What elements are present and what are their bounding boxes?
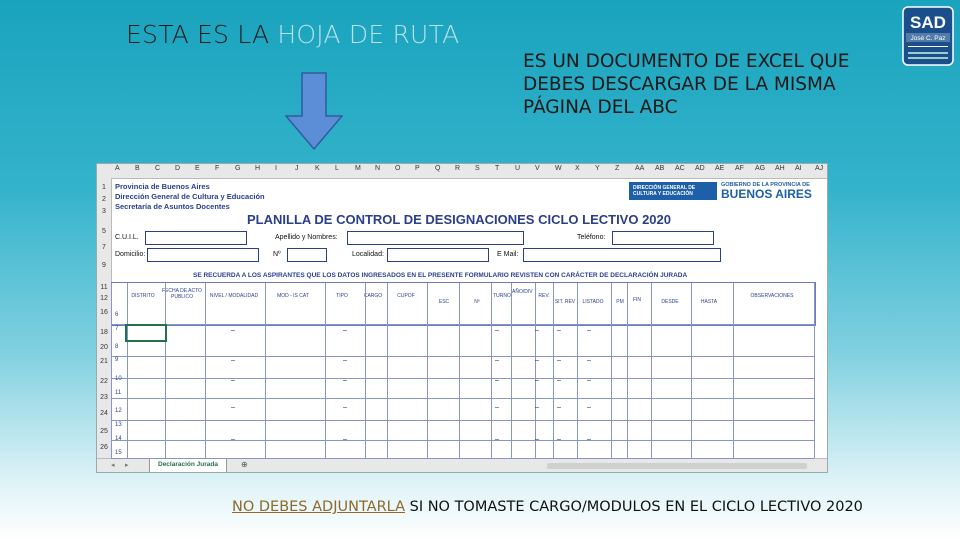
label-telefono: Teléfono:: [577, 234, 606, 241]
numero-field[interactable]: [287, 248, 327, 262]
empty-cell-marker: –: [535, 404, 539, 411]
header-fin: FIN: [632, 297, 642, 303]
row-header-11[interactable]: 11: [100, 284, 108, 291]
email-field[interactable]: [523, 248, 721, 262]
footer-link[interactable]: NO DEBES ADJUNTARLA: [232, 499, 405, 515]
column-header-G[interactable]: G: [235, 165, 241, 172]
column-headers: [97, 164, 827, 179]
entry-row-number: 10: [115, 376, 122, 382]
header-cargo: CARGO: [363, 293, 383, 299]
column-header-U[interactable]: U: [515, 165, 521, 172]
empty-cell-marker: –: [535, 377, 539, 384]
table-header: [111, 282, 816, 326]
column-header-P[interactable]: P: [415, 165, 420, 172]
grid-column-line: [733, 283, 734, 458]
empty-cell-marker: –: [343, 357, 347, 364]
column-header-A[interactable]: A: [115, 165, 120, 172]
column-header-O[interactable]: O: [395, 165, 401, 172]
row-header-9[interactable]: 9: [102, 262, 106, 269]
entry-row-number: 9: [115, 357, 119, 363]
column-header-AE[interactable]: AE: [715, 165, 725, 172]
header-turno: TURNO: [493, 293, 511, 299]
empty-cell-marker: –: [495, 357, 499, 364]
empty-cell-marker: –: [557, 404, 561, 411]
row-header-12[interactable]: 12: [100, 295, 108, 302]
header-cupof: CUPOF: [397, 293, 415, 299]
entry-row-number: 6: [115, 312, 119, 318]
row-header-24[interactable]: 24: [100, 410, 108, 417]
grid-row-line: [111, 356, 814, 357]
declaracion-jurada-note: SE RECUERDA A LOS ASPIRANTES QUE LOS DATOS INGRESADOS EN EL PRESENTE FORMULARIO REVISTEN CON CARÁCTER DE DECLARACIÓN JURADA: [193, 272, 688, 279]
header-observaciones: OBSERVACIONES: [750, 293, 794, 299]
empty-cell-marker: –: [231, 377, 235, 384]
row-header-23[interactable]: 23: [100, 394, 108, 401]
column-header-Z[interactable]: Z: [615, 165, 620, 172]
grid-column-line: [459, 283, 460, 458]
entry-row-number: 7: [115, 326, 119, 332]
column-header-D[interactable]: D: [175, 165, 181, 172]
header-anio-div: AÑO/DIV: [512, 289, 533, 295]
grid-row-line: [111, 420, 814, 421]
empty-cell-marker: –: [557, 357, 561, 364]
slide-description: ES UN DOCUMENTO DE EXCEL QUE DEBES DESCARGAR DE LA MISMA PÁGINA DEL ABC: [523, 51, 850, 118]
column-header-L[interactable]: L: [335, 165, 339, 172]
label-apellido: Apellido y Nombres:: [275, 234, 338, 241]
column-header-K[interactable]: K: [315, 165, 320, 172]
planilla-title: PLANILLA DE CONTROL DE DESIGNACIONES CICLO LECTIVO 2020: [247, 212, 671, 227]
column-header-AA[interactable]: AA: [635, 165, 645, 172]
empty-cell-marker: –: [495, 404, 499, 411]
sad-logo: [902, 6, 954, 66]
grid-column-line: [511, 283, 512, 458]
grid-column-line: [111, 283, 112, 458]
column-header-B[interactable]: B: [135, 165, 140, 172]
empty-cell-marker: –: [231, 357, 235, 364]
gov-big-text: BUENOS AIRES: [721, 187, 812, 201]
telefono-field[interactable]: [612, 231, 714, 245]
header-fecha: FECHA DE ACTO PUBLICO: [162, 288, 202, 300]
row-headers: [97, 178, 112, 458]
empty-cell-marker: –: [343, 327, 347, 334]
row-header-5[interactable]: 5: [102, 228, 106, 235]
grid-column-line: [127, 283, 128, 458]
grid-column-line: [611, 283, 612, 458]
grid-column-line: [165, 283, 166, 458]
footer-text: SI NO TOMASTE CARGO/MODULOS EN EL CICLO LECTIVO 2020: [405, 499, 863, 515]
header-mod: MOD - IS CAT: [277, 293, 309, 299]
empty-cell-marker: –: [535, 436, 539, 443]
header-pm: PM: [616, 299, 624, 305]
row-header-7[interactable]: 7: [102, 244, 106, 251]
logo-subtitle: José C. Paz: [910, 35, 946, 42]
empty-cell-marker: –: [343, 377, 347, 384]
header-tipo: TIPO: [336, 293, 348, 299]
title-prefix: ESTA ES LA: [126, 20, 270, 49]
selected-cell[interactable]: [125, 324, 167, 342]
empty-cell-marker: –: [343, 404, 347, 411]
column-header-X[interactable]: X: [575, 165, 580, 172]
empty-cell-marker: –: [535, 357, 539, 364]
empty-cell-marker: –: [557, 327, 561, 334]
grid-column-line: [325, 283, 326, 458]
grid-column-line: [814, 283, 815, 458]
column-header-I[interactable]: I: [275, 165, 277, 172]
slide-title: [126, 20, 459, 49]
column-header-AD[interactable]: AD: [695, 165, 705, 172]
buenos-aires-logo: [721, 182, 819, 204]
grid-row-line: [111, 458, 814, 459]
column-header-N[interactable]: N: [375, 165, 381, 172]
empty-cell-marker: –: [535, 327, 539, 334]
institution-line-3: Secretaría de Asuntos Docentes: [115, 202, 230, 211]
column-header-T[interactable]: T: [495, 165, 500, 172]
empty-cell-marker: –: [231, 327, 235, 334]
empty-cell-marker: –: [587, 327, 591, 334]
grid-column-line: [387, 283, 388, 458]
column-header-C[interactable]: C: [155, 165, 161, 172]
column-header-AH[interactable]: AH: [775, 165, 785, 172]
empty-cell-marker: –: [495, 377, 499, 384]
sheet-tab-declaracion-jurada[interactable]: Declaración Jurada: [149, 458, 227, 473]
sheet-tab-bar: [97, 458, 827, 473]
grid-column-line: [427, 283, 428, 458]
header-distrito: DISTRITO: [131, 293, 155, 299]
row-header-25[interactable]: 25: [100, 428, 108, 435]
entry-row-number: 14: [115, 436, 122, 442]
row-header-18[interactable]: 18: [100, 329, 108, 336]
column-header-Q[interactable]: Q: [435, 165, 441, 172]
add-sheet-icon[interactable]: ⊕: [241, 460, 248, 469]
column-header-H[interactable]: H: [255, 165, 261, 172]
institution-line-1: Provincia de Buenos Aires: [115, 182, 210, 191]
down-arrow-icon: [285, 72, 343, 150]
entry-row-number: 12: [115, 408, 122, 414]
row-header-22[interactable]: 22: [100, 378, 108, 385]
grid-column-line: [205, 283, 206, 458]
column-header-AF[interactable]: AF: [735, 165, 744, 172]
grid-column-line: [553, 283, 554, 458]
entry-row-number: 15: [115, 450, 122, 456]
gov-small-text: GOBIERNO DE LA PROVINCIA DE: [721, 182, 810, 188]
empty-cell-marker: –: [343, 436, 347, 443]
excel-screenshot: [96, 163, 828, 473]
column-header-F[interactable]: F: [215, 165, 220, 172]
column-header-AJ[interactable]: AJ: [815, 165, 824, 172]
column-header-J[interactable]: J: [295, 165, 299, 172]
localidad-field[interactable]: [387, 248, 489, 262]
empty-cell-marker: –: [231, 404, 235, 411]
label-numero: Nº: [273, 251, 281, 258]
entry-row-number: 13: [115, 422, 122, 428]
apellido-field[interactable]: [347, 231, 524, 245]
empty-cell-marker: –: [587, 377, 591, 384]
column-header-R[interactable]: R: [455, 165, 461, 172]
header-listado: LISTADO: [582, 299, 604, 305]
entry-row-number: 11: [115, 390, 122, 396]
empty-cell-marker: –: [557, 377, 561, 384]
grid-row-line: [111, 440, 814, 441]
grid-column-line: [627, 283, 628, 458]
row-header-3[interactable]: 3: [102, 208, 106, 215]
column-header-AI[interactable]: AI: [795, 165, 802, 172]
column-header-Y[interactable]: Y: [595, 165, 600, 172]
label-email: E Mail:: [497, 251, 519, 258]
grid-column-line: [691, 283, 692, 458]
grid-column-line: [491, 283, 492, 458]
header-sit-rev: SIT. REV: [554, 299, 576, 305]
header-nivel: NIVEL / MODALIDAD: [209, 293, 259, 299]
column-header-W[interactable]: W: [555, 165, 562, 172]
institution-line-2: Dirección General de Cultura y Educación: [115, 192, 265, 201]
header-esc: ESC: [438, 299, 450, 305]
empty-cell-marker: –: [495, 436, 499, 443]
empty-cell-marker: –: [587, 357, 591, 364]
row-header-16[interactable]: 16: [100, 309, 108, 316]
header-desde: DESDE: [661, 299, 679, 305]
row-header-20[interactable]: 20: [100, 344, 108, 351]
column-header-E[interactable]: E: [195, 165, 200, 172]
label-cuil: C.U.I.L.: [115, 234, 139, 241]
grid-column-line: [265, 283, 266, 458]
row-header-26[interactable]: 26: [100, 444, 108, 451]
column-header-M[interactable]: M: [355, 165, 361, 172]
grid-row-line: [111, 378, 814, 379]
domicilio-field[interactable]: [147, 248, 259, 262]
column-header-AC[interactable]: AC: [675, 165, 685, 172]
dgce-badge: [629, 182, 717, 200]
column-header-V[interactable]: V: [535, 165, 540, 172]
row-header-1[interactable]: 1: [102, 184, 106, 191]
grid-row-line: [111, 398, 814, 399]
grid-row-line: [111, 324, 814, 325]
tab-scroll-right-icon[interactable]: ▸: [125, 462, 129, 469]
empty-cell-marker: –: [495, 327, 499, 334]
empty-cell-marker: –: [557, 436, 561, 443]
column-header-AG[interactable]: AG: [755, 165, 766, 172]
tab-scroll-left-icon[interactable]: ◂: [111, 462, 115, 469]
label-domicilio: Domicilio:: [115, 251, 146, 258]
entry-row-number: 8: [115, 344, 119, 350]
grid-column-line: [365, 283, 366, 458]
row-header-2[interactable]: 2: [102, 196, 106, 203]
grid-column-line: [651, 283, 652, 458]
column-header-S[interactable]: S: [475, 165, 480, 172]
logo-text: SAD: [910, 13, 946, 32]
label-localidad: Localidad:: [352, 251, 384, 258]
horizontal-scrollbar[interactable]: [547, 463, 807, 469]
cuil-field[interactable]: [145, 231, 247, 245]
header-numero: Nº: [474, 299, 480, 305]
empty-cell-marker: –: [231, 436, 235, 443]
grid-column-line: [535, 283, 536, 458]
header-rev: REV.: [538, 293, 550, 299]
empty-cell-marker: –: [587, 436, 591, 443]
grid-column-line: [577, 283, 578, 458]
dgce-badge-text: DIRECCIÓN GENERAL DE CULTURA Y EDUCACIÓN: [633, 185, 696, 197]
footer-note: [232, 499, 863, 515]
column-header-AB[interactable]: AB: [655, 165, 665, 172]
empty-cell-marker: –: [587, 404, 591, 411]
header-hasta: HASTA: [700, 299, 718, 305]
row-header-21[interactable]: 21: [100, 358, 108, 365]
title-highlight: HOJA DE RUTA: [277, 20, 460, 49]
